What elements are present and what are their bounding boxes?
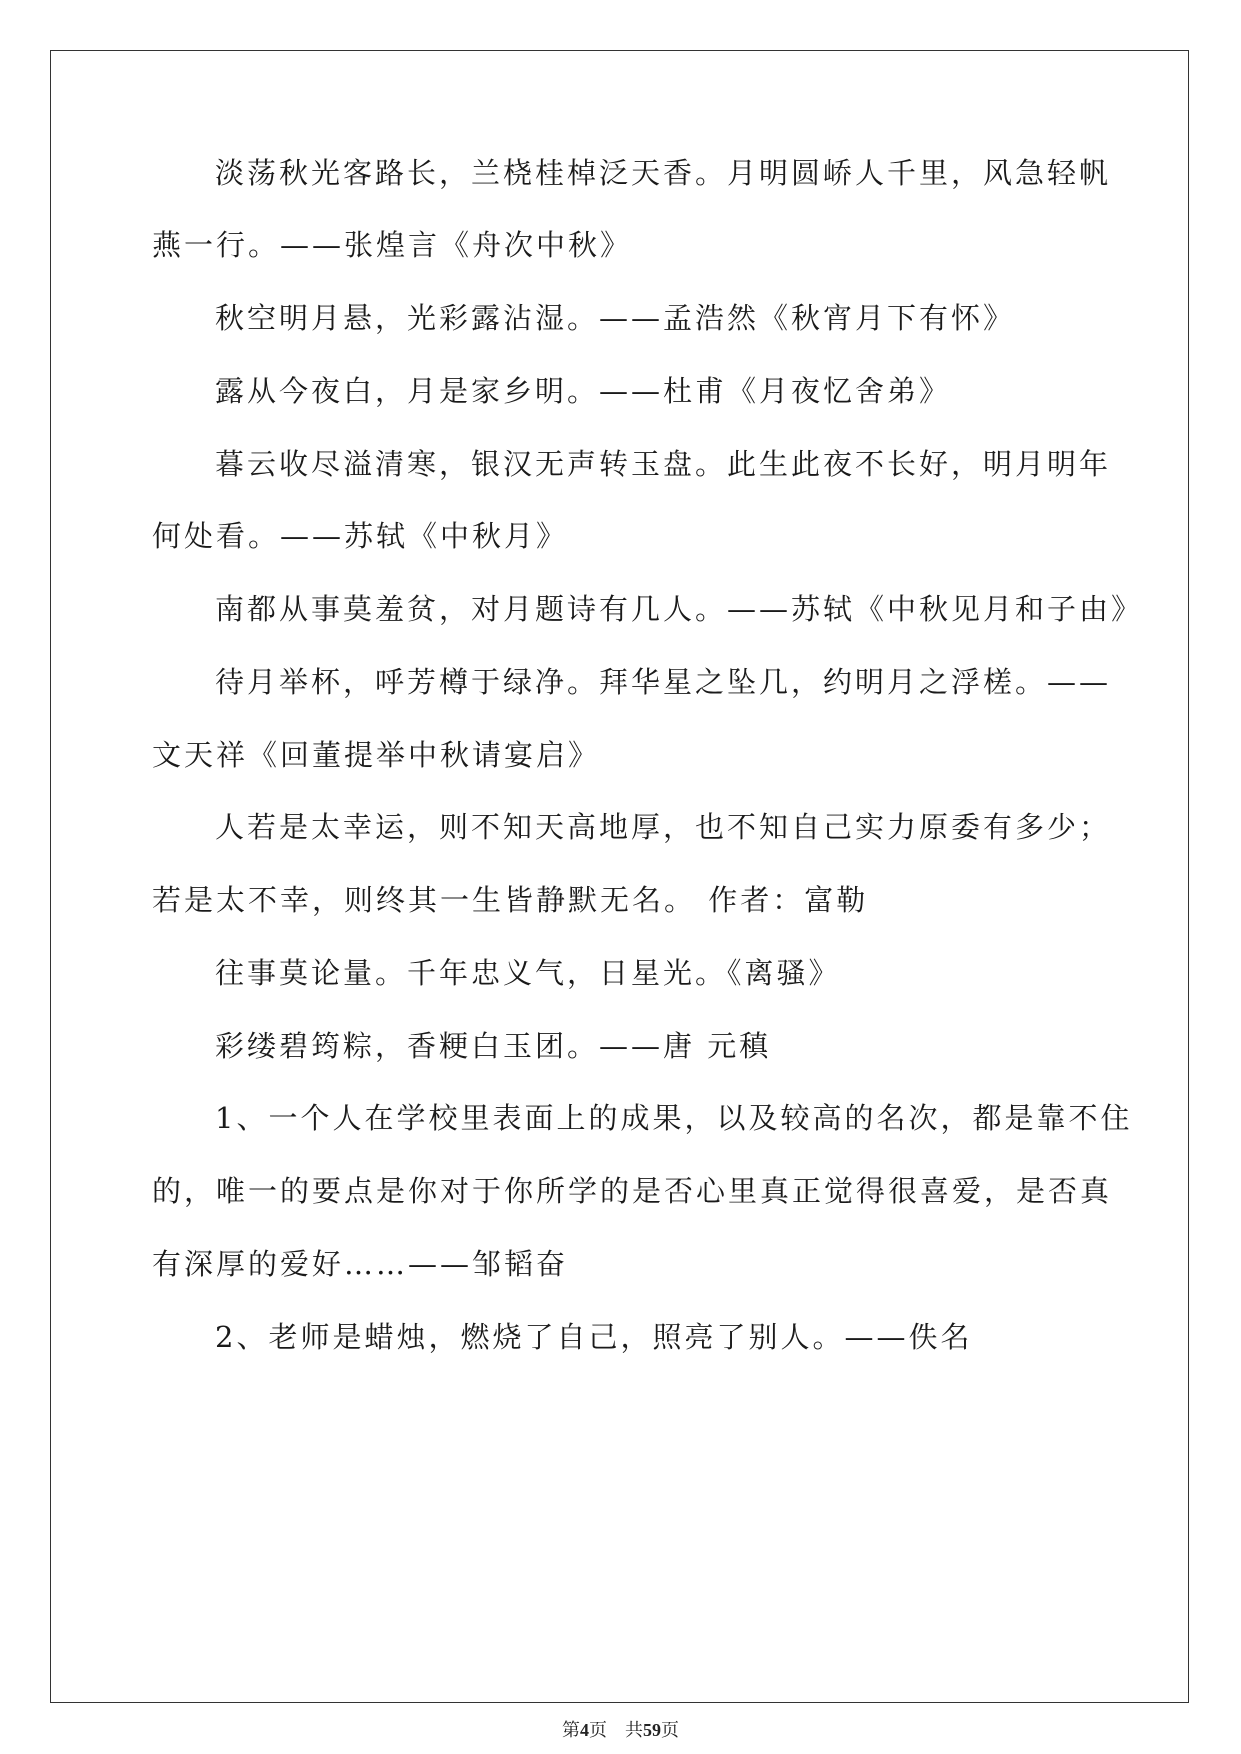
text-line: 文天祥《回董提举中秋请宴启》: [152, 738, 601, 772]
text-line: 的，唯一的要点是你对于你所学的是否心里真正觉得很喜爱，是否真: [152, 1174, 1113, 1208]
text-line: 人若是太幸运，则不知天高地厚，也不知自己实力原委有多少；: [215, 810, 1112, 844]
text-line: 彩缕碧筠粽，香粳白玉团。——唐 元稹: [215, 1029, 772, 1063]
text-line: 2、老师是蜡烛，燃烧了自己，照亮了别人。——佚名: [215, 1320, 973, 1354]
text-line: 有深厚的爱好……——邹韬奋: [152, 1247, 569, 1281]
text-line: 暮云收尽溢清寒，银汉无声转玉盘。此生此夜不长好，明月明年: [215, 447, 1112, 481]
text-line: 若是太不幸，则终其一生皆静默无名。 作者：富勒: [152, 883, 869, 917]
footer-total-suffix: 页: [661, 1720, 679, 1740]
text-line: 待月举杯，呼芳樽于绿净。拜华星之坠几，约明月之浮槎。——: [215, 665, 1112, 699]
total-page-number: 59: [643, 1720, 661, 1740]
text-line: 秋空明月悬，光彩露沾湿。——孟浩然《秋宵月下有怀》: [215, 301, 1016, 335]
text-line: 露从今夜白，月是家乡明。——杜甫《月夜忆舍弟》: [215, 374, 952, 408]
footer-total-prefix: 共: [625, 1720, 643, 1740]
text-line: 燕一行。——张煌言《舟次中秋》: [152, 228, 633, 262]
page-number-footer: [0, 1720, 1241, 1740]
current-page-number: 4: [580, 1720, 589, 1740]
text-line: 淡荡秋光客路长，兰桡桂棹泛天香。月明圆峤人千里，风急轻帆: [215, 156, 1112, 190]
text-line: 1、一个人在学校里表面上的成果，以及较高的名次，都是靠不住: [215, 1101, 1133, 1135]
text-line: 何处看。——苏轼《中秋月》: [152, 519, 569, 553]
footer-prefix: 第: [562, 1720, 580, 1740]
text-line: 南都从事莫羞贫，对月题诗有几人。——苏轼《中秋见月和子由》: [215, 592, 1144, 626]
text-line: 往事莫论量。千年忠义气，日星光。《离骚》: [215, 956, 841, 990]
footer-page-suffix: 页: [589, 1720, 607, 1740]
